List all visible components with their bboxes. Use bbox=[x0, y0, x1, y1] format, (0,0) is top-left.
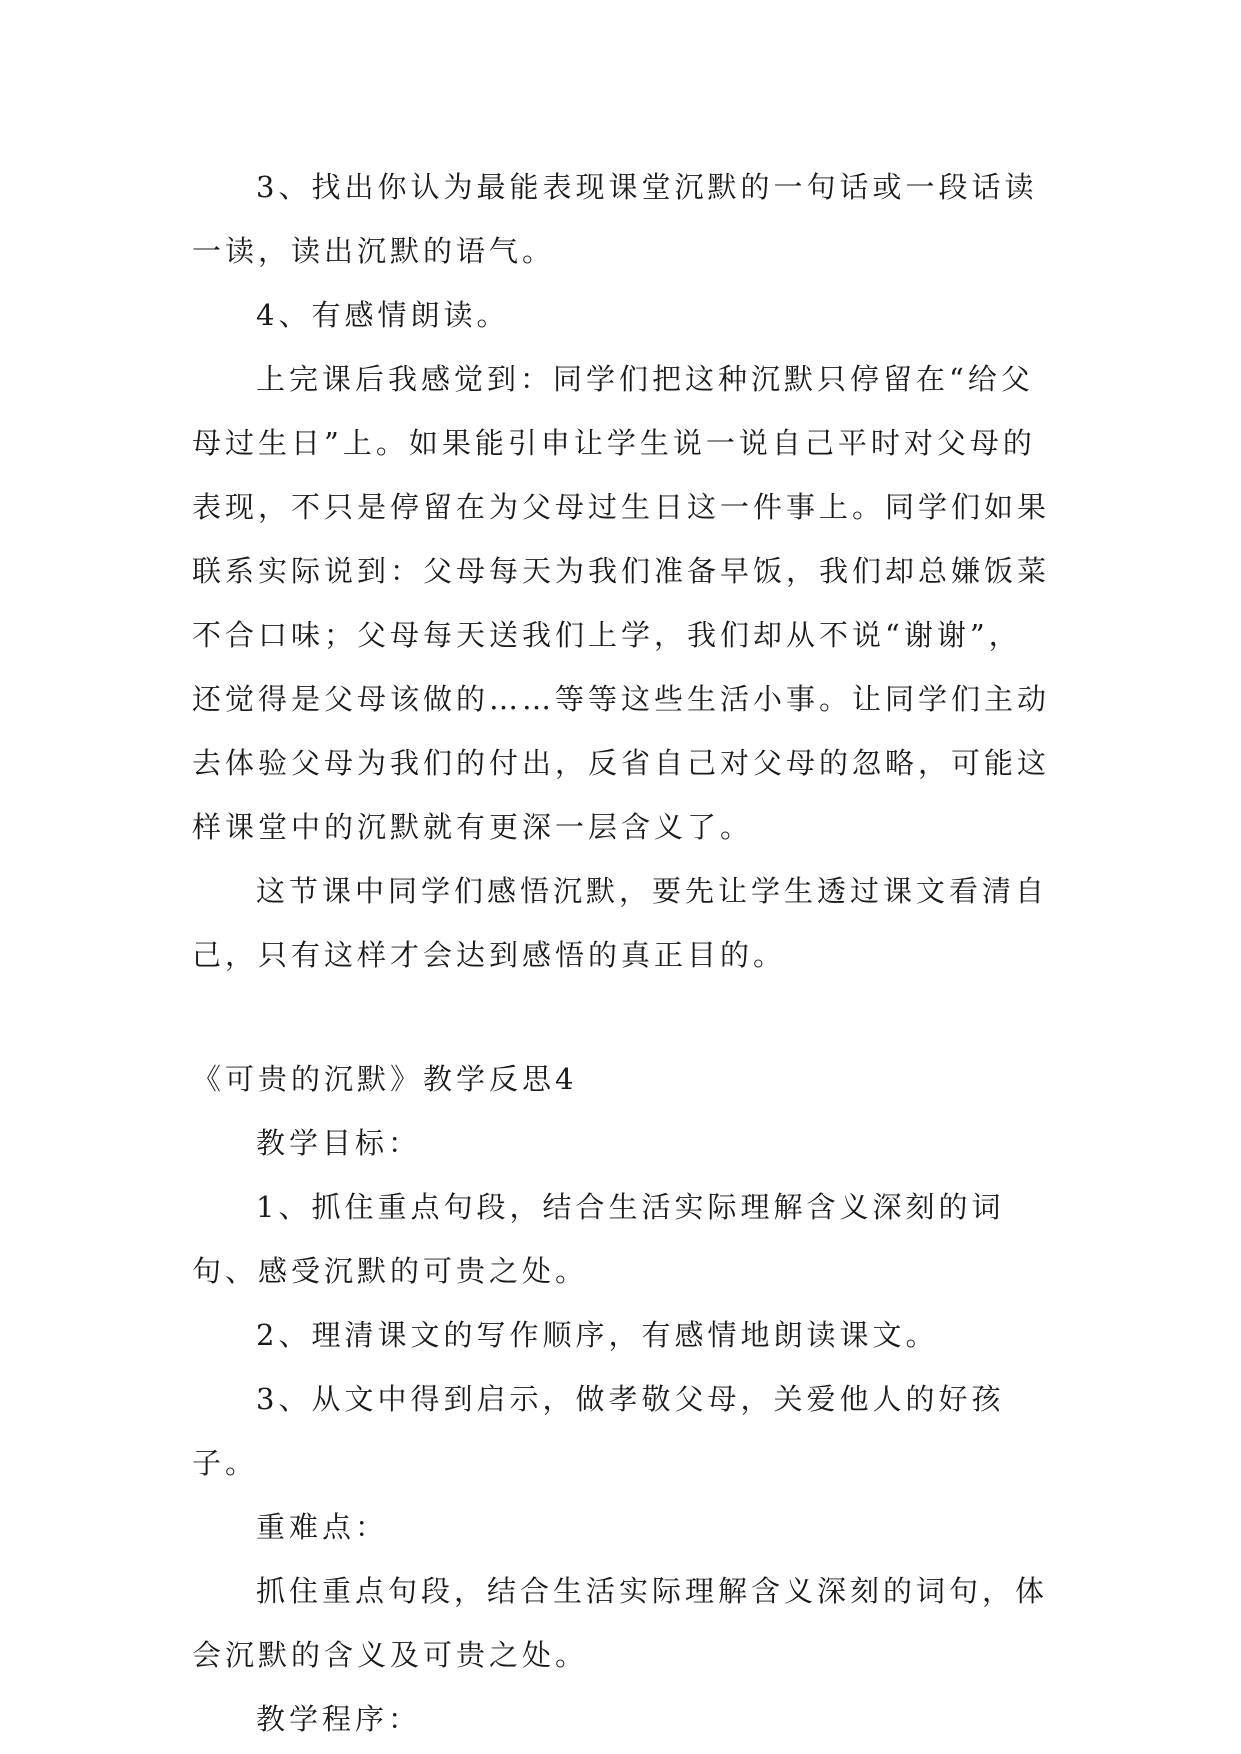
document-body bbox=[192, 155, 1050, 1751]
paragraph-key-points: 抓住重点句段，结合生活实际理解含义深刻的词句，体会沉默的含义及可贵之处。 bbox=[192, 1574, 1049, 1672]
paragraph-objective-2: 2、理清课文的写作顺序，有感情地朗读课文。 bbox=[256, 1318, 939, 1352]
paragraph-objective-1: 1、抓住重点句段，结合生活实际理解含义深刻的词句、感受沉默的可贵之处。 bbox=[192, 1190, 1005, 1288]
paragraph-step-3: 3、找出你认为最能表现课堂沉默的一句话或一段话读一读，读出沉默的语气。 bbox=[192, 170, 1038, 268]
paragraph-step-4: 4、有感情朗读。 bbox=[256, 298, 510, 332]
paragraph-key-points-label: 重难点： bbox=[256, 1510, 389, 1544]
section-title: 《可贵的沉默》教学反思4 bbox=[192, 1062, 578, 1096]
paragraph-conclusion: 这节课中同学们感悟沉默，要先让学生透过课文看清自己，只有这样才会达到感悟的真正目的。 bbox=[192, 874, 1049, 972]
paragraph-reflection: 上完课后我感觉到：同学们把这种沉默只停留在“给父母过生日”上。如果能引申让学生说一说自己平时对父母的表现，不只是停留在为父母过生日这一件事上。同学们如果联系实际说到：父母每天为我们准备早饭，我们却总嫌饭菜不合口味；父母每天送我们上学，我们却从不说“谢谢”，还觉得是父母该做的……等等这些生活小事。让同学们主动去体验父母为我们的付出，反省自己对父母的忽略，可能这样课堂中的沉默就有更深一层含义了。 bbox=[192, 362, 1051, 844]
paragraph-procedure-label: 教学程序： bbox=[256, 1702, 422, 1736]
paragraph-objectives-label: 教学目标： bbox=[256, 1126, 422, 1160]
paragraph-objective-3: 3、从文中得到启示，做孝敬父母，关爱他人的好孩子。 bbox=[192, 1382, 1005, 1480]
